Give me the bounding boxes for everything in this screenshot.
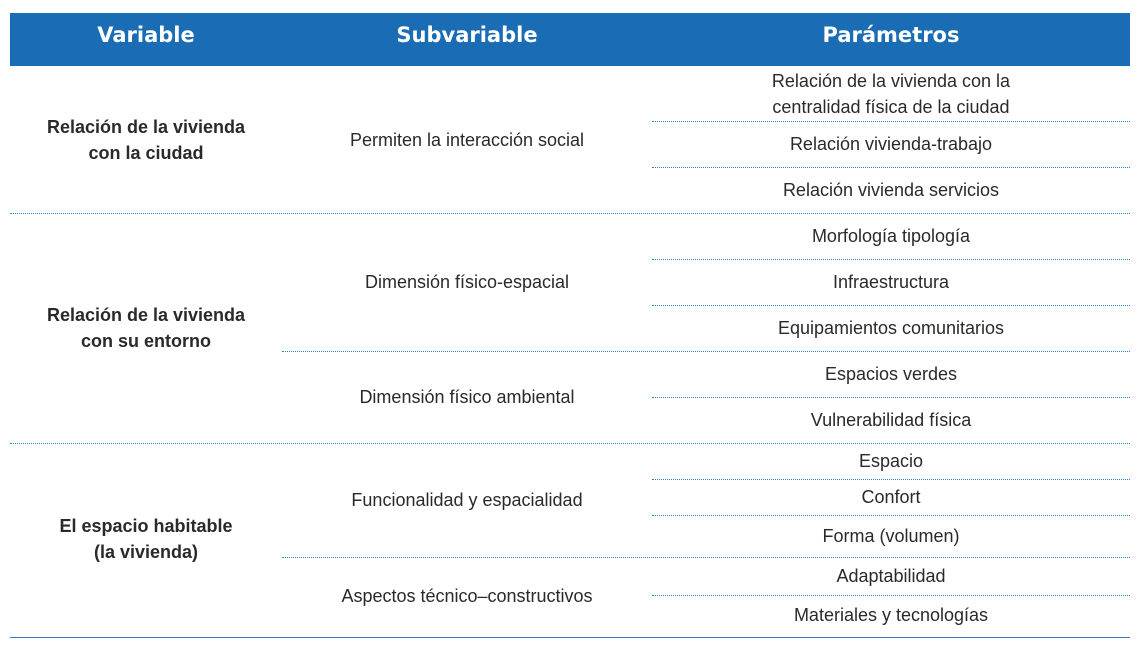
parametro-cell: Equipamientos comunitarios [777, 318, 1005, 338]
parametro-cell: Forma (volumen) [822, 526, 960, 546]
variable-cell: Relación de la vivienda con su entorno [46, 305, 246, 351]
parametro-cell: Relación vivienda servicios [782, 180, 1000, 200]
parametro-cell: Confort [861, 487, 921, 507]
variable-cell: El espacio habitable (la vivienda) [59, 516, 233, 562]
parametro-cell: Infraestructura [832, 272, 950, 292]
table-header [10, 13, 1130, 66]
subvariable-cell: Aspectos técnico–constructivos [341, 586, 593, 606]
variable-cell: Relación de la vivienda con la ciudad [46, 116, 246, 163]
header-subvariable: Subvariable [396, 23, 538, 47]
parametro-cell: Vulnerabilidad física [810, 410, 972, 430]
subvariable-cell: Dimensión físico ambiental [359, 387, 575, 407]
header-parametros: Parámetros [822, 23, 960, 47]
parametro-cell: Materiales y tecnologías [793, 605, 989, 625]
parametro-cell: Morfología tipología [811, 226, 971, 246]
table-bottom-border [10, 637, 1130, 638]
subvariable-cell: Permiten la interacción social [349, 129, 585, 150]
parametro-cell: Espacio [858, 451, 924, 471]
subvariable-cell: Funcionalidad y espacialidad [351, 490, 583, 510]
header-variable: Variable [97, 23, 195, 47]
parametro-cell: Espacios verdes [824, 364, 958, 384]
parametro-cell: Adaptabilidad [836, 566, 946, 586]
parametro-cell: Relación de la vivienda con la centralidad física de la ciudad [771, 70, 1011, 117]
subvariable-cell: Dimensión físico-espacial [364, 272, 570, 292]
parametro-cell: Relación vivienda-trabajo [789, 134, 993, 154]
